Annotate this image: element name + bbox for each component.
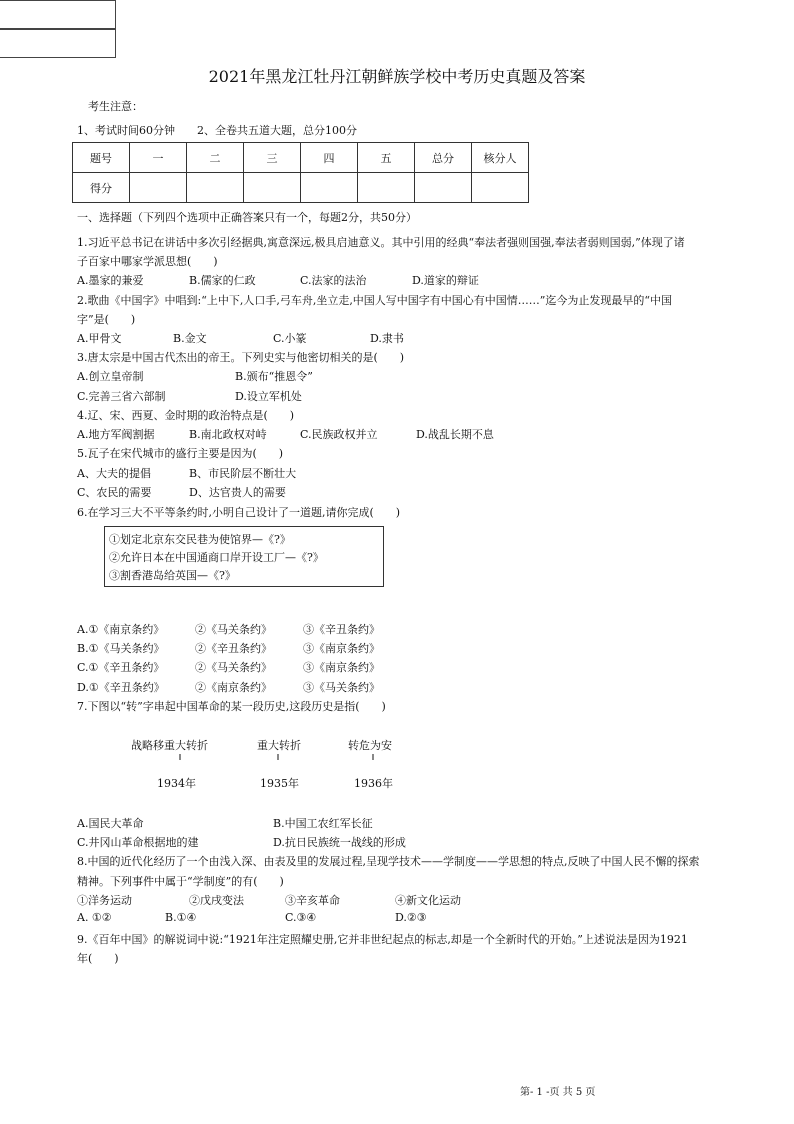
option: B、市民阶层不断壮大 <box>189 467 297 480</box>
score-cell <box>301 173 358 203</box>
option: A. ①② <box>77 911 112 924</box>
option: B.金文 <box>173 332 207 345</box>
option: A.国民大革命 <box>77 817 144 830</box>
option: C.民族政权并立 <box>300 428 378 441</box>
box-line: ①划定北京东交民巷为使馆界—《?》 <box>109 533 291 546</box>
box-line: ③割香港岛给英国—《?》 <box>109 569 236 582</box>
option: ②《马关条约》 <box>195 623 272 636</box>
option-item: ①洋务运动 <box>77 894 132 907</box>
notice-items: 1、考试时间60分钟 2、全卷共五道大题，总分100分 <box>77 124 357 137</box>
timeline-diagram <box>95 730 465 760</box>
question-stem: 8.中国的近代化经历了一个由浅入深、由表及里的发展过程,呈现学技术——学制度——学思想的特点,反映了中国人民不懈的探索 <box>77 855 700 868</box>
timeline-year: 1936年 <box>354 777 393 790</box>
option: B.①④ <box>165 911 197 924</box>
question-stem: 1.习近平总书记在讲话中多次引经据典,寓意深远,极具启迪意义。其中引用的经典“奉法者强则国强,奉法者弱则国弱,”体现了诸 <box>77 236 685 249</box>
box-line: ②允许日本在中国通商口岸开设工厂—《?》 <box>109 551 324 564</box>
table-header-cell: 五 <box>358 143 415 173</box>
timeline-year: 1934年 <box>157 777 196 790</box>
option: ③《辛丑条约》 <box>303 623 380 636</box>
option: A.甲骨文 <box>77 332 122 345</box>
option: C.井冈山革命根据地的建 <box>77 836 199 849</box>
question-box <box>104 526 384 587</box>
page-footer: 第- 1 -页 共 5 页 <box>520 1087 596 1098</box>
table-header-cell: 二 <box>187 143 244 173</box>
timeline-label: 重大转折 <box>257 739 301 752</box>
option: B.颁布“推恩令” <box>235 370 313 383</box>
option-item: ④新文化运动 <box>395 894 461 907</box>
option: C.小篆 <box>273 332 307 345</box>
option: D、达官贵人的需要 <box>189 486 286 499</box>
option: A.地方军阀割据 <box>77 428 155 441</box>
question-stem: 子百家中哪家学派思想( ) <box>77 255 218 268</box>
question-stem: 5.瓦子在宋代城市的盛行主要是因为( ) <box>77 447 284 460</box>
option: B.①《马关条约》 <box>77 642 165 655</box>
question-stem: 字”是( ) <box>77 313 136 326</box>
table-header-cell: 核分人 <box>472 143 529 173</box>
score-cell <box>244 173 301 203</box>
option: B.儒家的仁政 <box>189 274 256 287</box>
option: ③《南京条约》 <box>303 642 380 655</box>
notice-label: 考生注意： <box>88 100 143 113</box>
score-cell <box>472 173 529 203</box>
option: C.完善三省六部制 <box>77 390 166 403</box>
option: A.①《南京条约》 <box>77 623 165 636</box>
table-row <box>73 143 529 173</box>
table-header-cell: 总分 <box>415 143 472 173</box>
option: ②《南京条约》 <box>195 681 272 694</box>
option: A.墨家的兼爱 <box>77 274 144 287</box>
question-stem: 2.歌曲《中国字》中唱到:“上中下,人口手,弓车舟,坐立走,中国人写中国字有中国心有中国情……”迄今为止发现最早的“中国 <box>77 294 673 307</box>
option: D.抗日民族统一战线的形成 <box>273 836 406 849</box>
table-row <box>73 173 529 203</box>
page-title: 2021年黑龙江牡丹江朝鲜族学校中考历史真题及答案 <box>208 67 586 86</box>
option: A.创立皇帝制 <box>77 370 144 383</box>
option: C.③④ <box>285 911 317 924</box>
timeline-year: 1935年 <box>260 777 299 790</box>
question-stem: 3.唐太宗是中国古代杰出的帝王。下列史实与他密切相关的是( ) <box>77 351 405 364</box>
table-row-label: 得分 <box>73 173 130 203</box>
option: C.法家的法治 <box>300 274 367 287</box>
question-stem: 9.《百年中国》的解说词中说:“1921年注定照耀史册,它并非世纪起点的标志,却是一个全新时代的开始。”上述说法是因为1921 <box>77 933 688 946</box>
option: D.②③ <box>395 911 427 924</box>
option: ②《马关条约》 <box>195 661 272 674</box>
option: A、大夫的提倡 <box>77 467 151 480</box>
option: ②《辛丑条约》 <box>195 642 272 655</box>
score-cell <box>130 173 187 203</box>
timeline-label: 转危为安 <box>348 739 392 752</box>
option: D.道家的辩证 <box>412 274 479 287</box>
option-item: ③辛亥革命 <box>285 894 340 907</box>
timeline-label: 战略移重大转折 <box>131 739 208 752</box>
option: C、农民的需要 <box>77 486 152 499</box>
option: D.①《辛丑条约》 <box>77 681 165 694</box>
question-stem: 4.辽、宋、西夏、金时期的政治特点是( ) <box>77 409 295 422</box>
option: B.中国工农红军长征 <box>273 817 373 830</box>
option-item: ②戊戌变法 <box>189 894 244 907</box>
option: D.隶书 <box>370 332 404 345</box>
header-corner-box <box>0 0 116 30</box>
score-cell <box>358 173 415 203</box>
table-header-cell: 题号 <box>73 143 130 173</box>
header-corner-box <box>0 28 116 58</box>
option: ③《南京条约》 <box>303 661 380 674</box>
question-stem: 6.在学习三大不平等条约时,小明自己设计了一道题,请你完成( ) <box>77 506 401 519</box>
option: D.战乱长期不息 <box>416 428 494 441</box>
table-header-cell: 一 <box>130 143 187 173</box>
option: C.①《辛丑条约》 <box>77 661 165 674</box>
score-cell <box>415 173 472 203</box>
option: B.南北政权对峙 <box>189 428 267 441</box>
question-stem: 7.下图以“转”字串起中国革命的某一段历史,这段历史是指( ) <box>77 700 386 713</box>
option: D.设立军机处 <box>235 390 302 403</box>
score-table <box>72 142 529 203</box>
question-stem: 精神。下列事件中属于“学制度”的有( ) <box>77 875 284 888</box>
section-heading: 一、选择题（下列四个选项中正确答案只有一个，每题2分，共50分） <box>77 211 417 224</box>
question-stem: 年( ) <box>77 952 119 965</box>
score-cell <box>187 173 244 203</box>
table-header-cell: 四 <box>301 143 358 173</box>
table-header-cell: 三 <box>244 143 301 173</box>
option: ③《马关条约》 <box>303 681 380 694</box>
